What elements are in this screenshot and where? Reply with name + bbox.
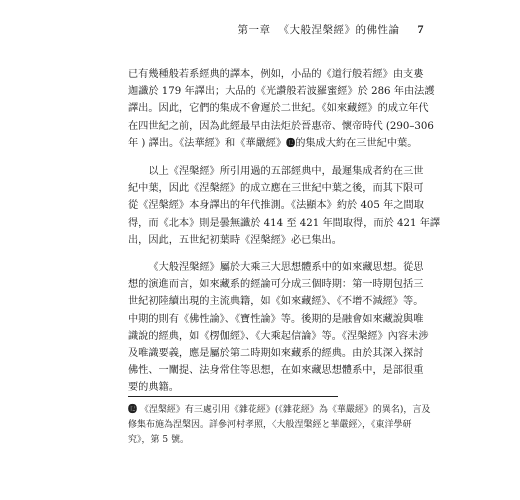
footnote-line — [128, 403, 431, 418]
text-line: 在四世紀之前，因為此經最早由法炬於晉惠帝、懷帝時代 (290–306 — [128, 120, 434, 132]
text-line: 及唯識要義，應是屬於第二時期如來藏系的經典。由於其深入探討 — [128, 348, 424, 360]
text-line: 要的典籍。 — [128, 382, 179, 394]
footnote — [128, 403, 431, 448]
footnote-line: 修集布施為涅槃因。詳參河村孝照，〈大般涅槃經と華嚴經〉，《東洋學研 — [128, 420, 412, 430]
footnote-marker: ⓬ — [286, 138, 296, 149]
footnote-divider — [128, 396, 338, 397]
running-header — [238, 22, 425, 37]
text-line: 想的演進而言，如來藏系的經論可分成三個時期：第一時期包括三 — [128, 279, 424, 291]
chapter-label: 第一章 — [237, 24, 271, 36]
footnote-line: 究》，第 5 號。 — [128, 435, 189, 445]
main-text — [128, 66, 441, 407]
text-line: 世紀初陸續出現的主流典籍，如《如來藏經》、《不增不減經》等。 — [128, 296, 424, 308]
text-line: 紀中葉，因此《涅槃經》的成立應在三世紀中葉之後，而其下限可 — [128, 183, 424, 195]
text-line: 譯出。因此，它們的集成不會遲於二世紀。《如來藏經》的成立年代 — [128, 103, 429, 115]
page-number: 7 — [417, 22, 424, 36]
paragraph-3 — [128, 259, 429, 397]
text-line: 從《涅槃經》本身譯出的年代推測。《法顯本》約於 405 年之間取 — [128, 200, 424, 212]
text-line — [128, 135, 418, 153]
text-line: 出，因此，五世紀初葉時《涅槃經》必已集出。 — [128, 234, 342, 246]
text-segment: 的集成大約在三世紀中葉。 — [295, 137, 418, 149]
text-segment: 《涅槃經》有三處引用《雜花經》(《雜花經》為《華嚴經》的異名)，言及 — [139, 405, 431, 415]
text-line: 中期的則有《佛性論》、《寶性論》等。後期的是融會如來藏說與唯 — [128, 313, 424, 325]
text-segment: 年 ) 譯出。《法華經》和《華嚴經》 — [128, 137, 287, 149]
paragraph-1 — [128, 66, 435, 153]
text-line: 迦讖於 179 年譯出；大品的《光讚般若波羅蜜經》於 286 年由法護 — [128, 86, 435, 98]
text-line: 佛性、一闡提、法身常住等思想，在如來藏思想體系中，是部很重 — [128, 365, 424, 377]
chapter-title: 《大般涅槃經》的佛性論 — [278, 24, 400, 36]
text-line: 得，而《北本》則是曇無讖於 414 至 421 年間取得，而於 421 年譯 — [128, 217, 441, 229]
text-line: 以上《涅槃經》所引用過的五部經典中，最遲集成者約在三世 — [148, 166, 424, 178]
text-line: 識說的經典，如《楞伽經》、《大乘起信論》等。《涅槃經》內容未涉 — [128, 330, 429, 342]
text-line: 已有幾種般若系經典的譯本，例如，小品的《道行般若經》由支婁 — [128, 69, 424, 80]
footnote-marker: ⓬ — [128, 405, 138, 415]
text-line: 《大般涅槃經》屬於大乘三大思想體系中的如來藏思想。從思 — [148, 262, 424, 274]
paragraph-2 — [128, 163, 441, 249]
